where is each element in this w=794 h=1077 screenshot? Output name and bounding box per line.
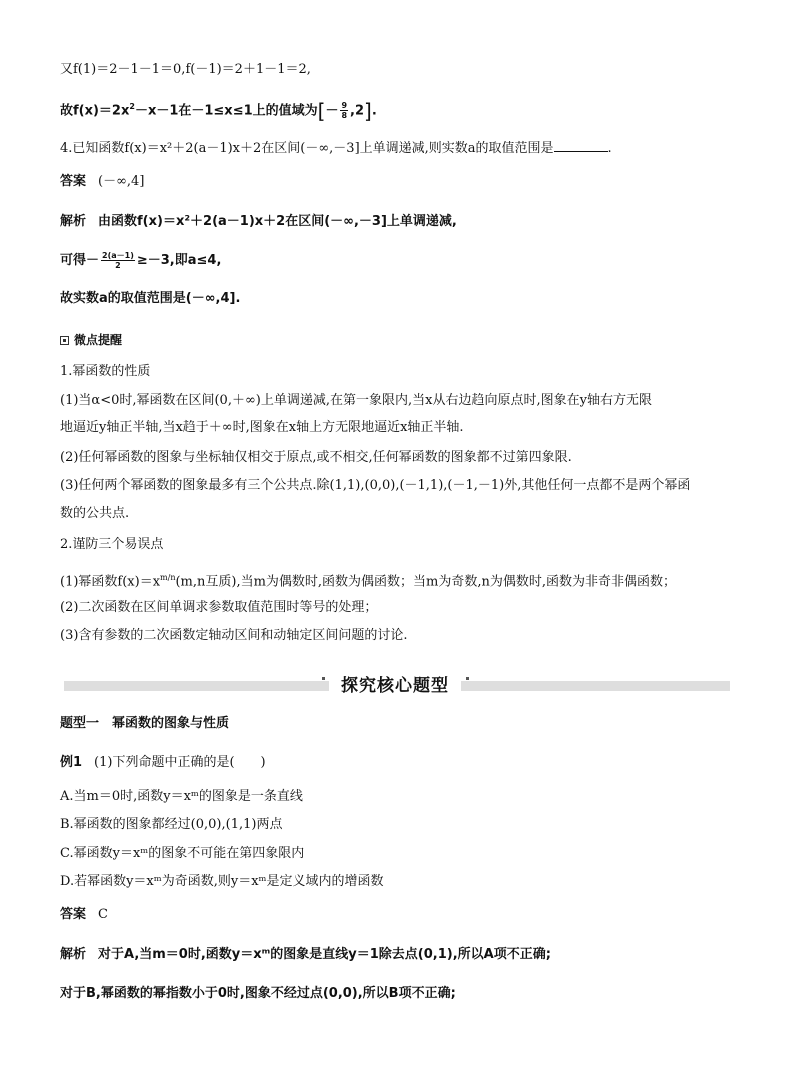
option-d: D.若幂函数y＝xᵐ为奇函数,则y＝xᵐ是定义域内的增函数 [60, 874, 384, 889]
question-type-title: 题型一 幂函数的图象与性质 [60, 716, 230, 731]
tip-1-2: (2)任何幂函数的图象与坐标轴仅相交于原点,或不相交,任何幂函数的图象都不过第四象限. [60, 450, 572, 465]
section-header [60, 672, 730, 696]
tip-2-3: (3)含有参数的二次函数定轴动区间和动轴定区间问题的讨论. [60, 628, 408, 643]
tip-2-2: (2)二次函数在区间单调求参数取值范围时等号的处理； [60, 600, 378, 615]
solution-line-range: 故$f(x)=2x^2-x-1$在－1≤x≤1上的值域为[－ $\frac{9}{8}$ ,2]. [60, 98, 377, 123]
option-a: A.当m＝0时,函数y＝xᵐ的图象是一条直线 [60, 789, 303, 804]
tip-1-3: (3)任何两个幂函数的图象最多有三个公共点.除(1,1),(0,0),(－1,1),(－1,－1)外,其他任何一点都不是两个幂函 [60, 478, 691, 493]
solution-b: 对于B,幂函数的幂指数小于0时,图象不经过点(0,0),所以B项不正确; [60, 986, 456, 1001]
analysis-derivation: 可得－ $\frac{2(a-1)}{2}$ ≥－3,即a≤4, [60, 251, 222, 270]
fraction: $\frac{2(a-1)}{2}$ [102, 251, 134, 270]
tip-2-1: (1)幂函数$f(x)=x^{m/n}(m,n$互质),当m为偶数时,函数为偶函数；当m为奇数,n为偶数时,函数为非奇非偶函数； [60, 573, 677, 590]
tip-heading-2: 2.谨防三个易误点 [60, 537, 164, 552]
tip-1-1-cont: 地逼近y轴正半轴,当x趋于＋∞时,图象在x轴上方无限地逼近x轴正半轴. [60, 420, 464, 435]
answer-row: 答案 (－∞,4] [60, 174, 145, 189]
tip-header: 微点提醒 [60, 330, 738, 350]
answer-row-2: 答案 C [60, 907, 108, 922]
tip-icon [60, 336, 69, 345]
tip-1-1: (1)当α<0时,幂函数在区间(0,＋∞)上单调递减,在第一象限内,当x从右边趋向原点时,图象在y轴右方无限 [60, 393, 652, 408]
option-b: B.幂函数的图象都经过(0,0),(1,1)两点 [60, 817, 283, 832]
example-1: 例1 (1)下列命题中正确的是( ) [60, 755, 266, 770]
section-title: 探究核心题型 [329, 671, 461, 696]
solution-line-values: 又f(1)＝2－1－1＝0,f(－1)＝2＋1－1＝2, [60, 62, 311, 77]
solution-a: 解析 对于A,当m＝0时,函数y＝xᵐ的图象是直线y＝1除去点(0,1),所以A项不正确; [60, 947, 551, 962]
tip-heading-1: 1.幂函数的性质 [60, 364, 151, 379]
answer-blank [554, 138, 608, 152]
tip-1-3-cont: 数的公共点. [60, 506, 130, 521]
question-4: 4.已知函数f(x)＝x²＋2(a－1)x＋2在区间(－∞,－3]上单调递减,则实数a的取值范围是 . [60, 138, 738, 159]
option-c: C.幂函数y＝xᵐ的图象不可能在第四象限内 [60, 846, 305, 861]
analysis-row: 解析 由函数f(x)＝x²＋2(a－1)x＋2在区间(－∞,－3]上单调递减, [60, 214, 457, 229]
fraction: $\frac{9}{8}$ [341, 101, 348, 121]
analysis-conclusion: 故实数a的取值范围是(－∞,4]. [60, 291, 241, 306]
